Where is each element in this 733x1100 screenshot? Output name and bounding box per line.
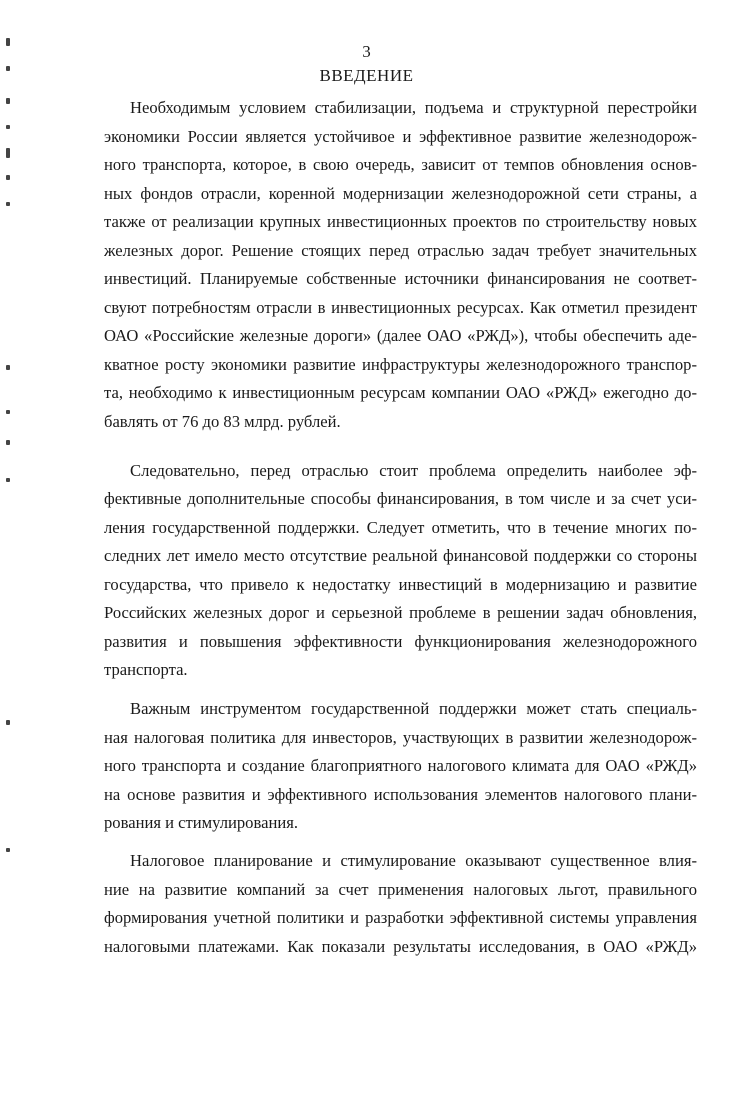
text-line: свуют потребностям отрасли в инвестиционных ресурсах. Как отметил президент bbox=[104, 298, 697, 317]
page-heading: ВВЕДЕНИЕ bbox=[319, 66, 414, 85]
text-line: ние на развитие компаний за счет применения налоговых льгот, правильного bbox=[104, 880, 697, 899]
text-line: налоговыми платежами. Как показали результаты исследования, в ОАО «РЖД» bbox=[104, 937, 697, 956]
text-line: государства, что привело к недостатку инвестиций в модернизацию и развитие bbox=[104, 575, 697, 594]
text-line: следних лет имело место отсутствие реальной финансовой поддержки со стороны bbox=[104, 546, 697, 565]
text-line: ления государственной поддержки. Следует отметить, что в течение многих по- bbox=[104, 518, 697, 537]
text-line: ного транспорта, которое, в свою очередь, зависит от темпов обновления основ- bbox=[104, 155, 697, 174]
text-line: Необходимым условием стабилизации, подъема и структурной перестройки bbox=[130, 98, 697, 117]
scan-mark bbox=[6, 365, 10, 370]
text-line: бавлять от 76 до 83 млрд. рублей. bbox=[104, 412, 341, 431]
text-line: на основе развития и эффективного использования элементов налогового плани- bbox=[104, 785, 697, 804]
scan-mark bbox=[6, 98, 10, 104]
scan-mark bbox=[6, 720, 10, 725]
scan-mark bbox=[6, 38, 10, 46]
scan-mark bbox=[6, 440, 10, 445]
text-line: фективные дополнительные способы финансирования, в том числе и за счет уси- bbox=[104, 489, 697, 508]
scan-mark bbox=[6, 148, 10, 158]
scan-mark bbox=[6, 202, 10, 206]
scan-mark bbox=[6, 478, 10, 482]
scan-mark bbox=[6, 125, 10, 129]
scan-mark bbox=[6, 66, 10, 71]
text-line: Налоговое планирование и стимулирование оказывают существенное влия- bbox=[130, 851, 697, 870]
scan-mark bbox=[6, 848, 10, 852]
scan-mark bbox=[6, 175, 10, 180]
text-line: Важным инструментом государственной поддержки может стать специаль- bbox=[130, 699, 697, 718]
text-line: развития и повышения эффективности функционирования железнодорожного bbox=[104, 632, 697, 651]
text-line: экономики России является устойчивое и эффективное развитие железнодорож- bbox=[104, 127, 697, 146]
text-line: формирования учетной политики и разработки эффективной системы управления bbox=[104, 908, 697, 927]
scan-mark bbox=[6, 410, 10, 414]
text-line: ная налоговая политика для инвесторов, участвующих в развитии железнодорож- bbox=[104, 728, 697, 747]
text-line: Следовательно, перед отраслью стоит проблема определить наиболее эф- bbox=[130, 461, 697, 480]
text-line: та, необходимо к инвестиционным ресурсам компании ОАО «РЖД» ежегодно до- bbox=[104, 383, 697, 402]
text-line: Российских железных дорог и серьезной проблеме в решении задач обновления, bbox=[104, 603, 697, 622]
text-line: ного транспорта и создание благоприятного налогового климата для ОАО «РЖД» bbox=[104, 756, 697, 775]
text-line: транспорта. bbox=[104, 660, 188, 679]
text-line: ных фондов отрасли, коренной модернизации железнодорожной сети страны, а bbox=[104, 184, 697, 203]
text-line: ОАО «Российские железные дороги» (далее ОАО «РЖД»), чтобы обеспечить аде- bbox=[104, 326, 697, 345]
text-line: железных дорог. Решение стоящих перед отраслью задач требует значительных bbox=[104, 241, 697, 260]
text-line: также от реализации крупных инвестиционных проектов по строительству новых bbox=[104, 212, 697, 231]
text-line: инвестиций. Планируемые собственные источники финансирования не соответ- bbox=[104, 269, 697, 288]
text-line: рования и стимулирования. bbox=[104, 813, 298, 832]
text-line: кватное росту экономики развитие инфраструктуры железнодорожного транспор- bbox=[104, 355, 697, 374]
page-number: 3 bbox=[362, 42, 371, 61]
